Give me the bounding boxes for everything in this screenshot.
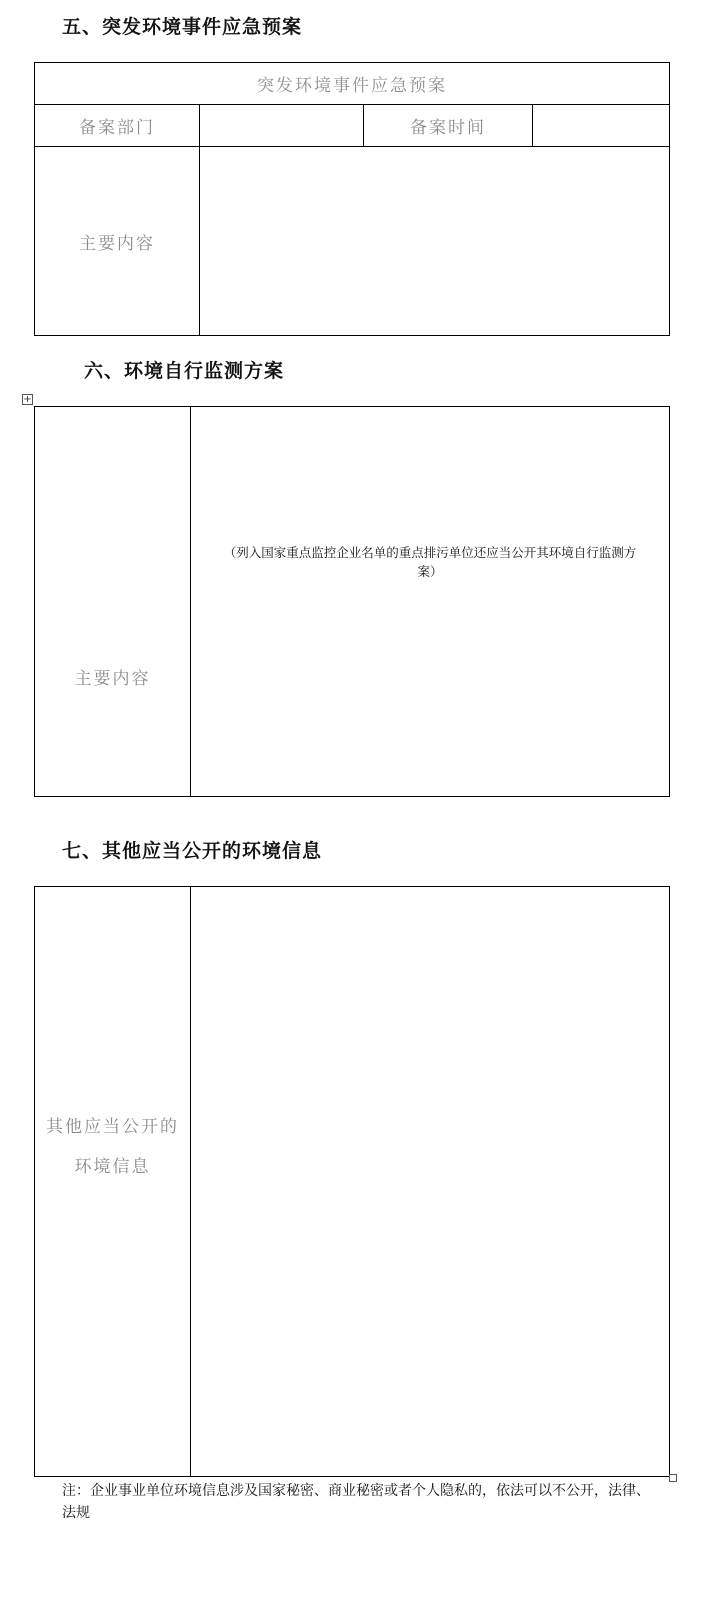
filing-dept-value[interactable]	[200, 105, 363, 146]
other-info-value[interactable]	[191, 887, 669, 1476]
main-content-value[interactable]	[191, 407, 669, 796]
other-info-label	[35, 887, 190, 1476]
main-content-value[interactable]	[200, 147, 669, 335]
table-title: 突发环境事件应急预案	[257, 76, 447, 96]
other-info-label-line-2: 环境信息	[74, 1156, 151, 1177]
resize-handle-icon[interactable]	[669, 1474, 677, 1482]
footnote-line-2: 法规	[62, 1505, 90, 1521]
emergency-plan-table	[34, 62, 670, 336]
footnote	[62, 1480, 650, 1524]
filing-dept-label: 备案部门	[79, 118, 155, 138]
section6-heading: 六、环境自行监测方案	[84, 360, 285, 382]
monitoring-plan-table	[34, 406, 670, 797]
note-line-1: （列入国家重点监控企业名单的重点排污单位还应当公开其环境自行监测方	[223, 544, 637, 560]
other-info-label-line-1: 其他应当公开的	[46, 1116, 179, 1137]
footnote-line-1: 注：企业事业单位环境信息涉及国家秘密、商业秘密或者个人隐私的，依法可以不公开，法律、	[62, 1483, 650, 1499]
other-info-table	[34, 886, 670, 1477]
filing-time-value[interactable]	[533, 105, 669, 146]
move-handle-icon[interactable]: +	[23, 394, 32, 405]
filing-time-label: 备案时间	[410, 118, 486, 138]
section5-heading: 五、突发环境事件应急预案	[62, 16, 303, 38]
main-content-label: 主要内容	[79, 233, 155, 254]
main-content-label: 主要内容	[74, 669, 151, 689]
section7-heading: 七、其他应当公开的环境信息	[62, 840, 323, 862]
note-line-2: 案）	[417, 563, 443, 579]
